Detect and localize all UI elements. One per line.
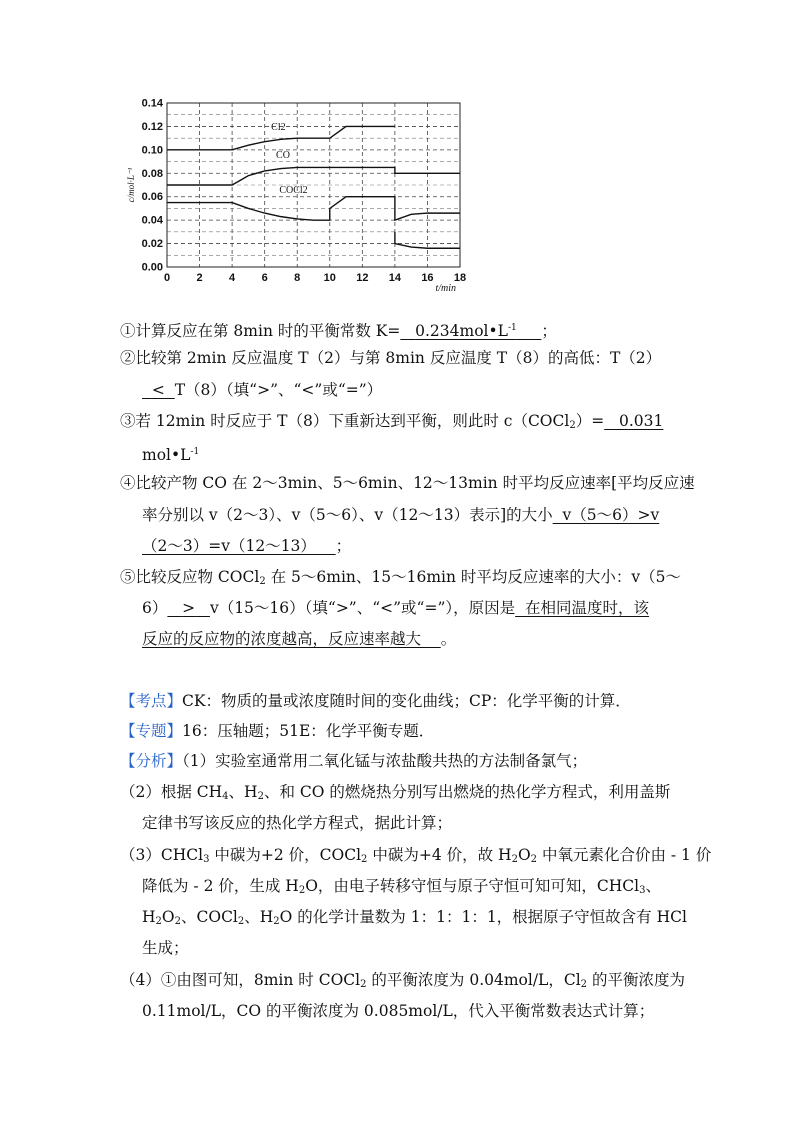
text: ②比较第 2min 反应温度 T（2）与第 8min 反应温度 T（8）的高低：T（2） — [120, 349, 662, 367]
question-line-5b — [142, 598, 649, 618]
answer-compare — [167, 599, 210, 617]
text: 2 — [511, 854, 518, 865]
text: mol•L — [142, 446, 191, 464]
text: 。 — [440, 630, 457, 648]
x-tick-label: 12 — [356, 272, 369, 284]
answer-reason-cont — [142, 630, 441, 648]
text: （2～3）=v（12～13） — [142, 537, 316, 555]
text: H — [142, 908, 156, 926]
text: > — [182, 599, 196, 617]
text: 定律书写该反应的热化学方程式，据此计算； — [142, 814, 453, 832]
text: 降低为 - 2 价，生成 H — [142, 877, 299, 895]
y-tick-label: 0.04 — [141, 214, 163, 227]
answer-rate — [553, 506, 660, 524]
text: 2 — [174, 916, 181, 927]
y-tick-label: 0.08 — [141, 167, 163, 180]
x-tick-label: 14 — [388, 272, 402, 284]
answer-reason — [515, 599, 649, 617]
concentration-time-chart — [125, 95, 470, 295]
x-tick-label: 16 — [421, 272, 434, 284]
series-label: Cl2 — [271, 121, 286, 133]
text: < — [151, 381, 165, 399]
text: 在相同温度时，该 — [525, 599, 650, 617]
y-axis-label: c/mol·L⁻¹ — [126, 167, 136, 203]
analysis-p2 — [120, 782, 670, 807]
x-tick-label: 2 — [196, 272, 203, 284]
text: v（5～6）>v — [562, 506, 660, 524]
text: ）= — [575, 412, 605, 430]
text: v（15～16）（填“>”、“<”或“=”），原因是 — [209, 599, 516, 617]
text: 反应的反应物的浓度越高，反应速率越大 — [142, 630, 422, 648]
text: -1 — [507, 323, 517, 333]
zhuanti-tag: 【专题】 — [120, 722, 183, 740]
x-tick-label: 10 — [323, 272, 336, 284]
question-line-1 — [120, 318, 557, 341]
text: 2 — [155, 916, 162, 927]
text: 3 — [639, 885, 646, 896]
text: 、H — [228, 783, 258, 801]
y-tick-label: 0.12 — [141, 120, 163, 133]
analysis-p3 — [120, 845, 711, 870]
answer-rate-cont — [142, 537, 336, 555]
text: ⑤比较反应物 COCl — [120, 568, 260, 586]
y-tick-label: 0.00 — [141, 261, 163, 274]
text: 0.11mol/L，CO 的平衡浓度为 0.085mol/L，代入平衡常数表达式计算； — [142, 1002, 655, 1020]
series-label: COCl2 — [279, 185, 308, 197]
text: 2 — [569, 420, 576, 431]
series-label: CO — [276, 150, 290, 162]
text: O 的化学计量数为 1：1：1：1，根据原子守恒故含有 HCl — [279, 908, 687, 926]
x-tick-label: 8 — [294, 272, 301, 284]
text: 、H — [244, 908, 274, 926]
text: （2）根据 CH — [120, 783, 223, 801]
y-tick-label: 0.14 — [141, 97, 163, 110]
text: 4 — [222, 791, 229, 802]
analysis-p4 — [120, 970, 685, 995]
analysis-p3c — [142, 907, 687, 932]
question-line-4c — [142, 536, 351, 556]
text: 中碳为+2 价，COCl — [209, 846, 362, 864]
analysis-p4b — [142, 1001, 654, 1021]
question-line-2 — [120, 348, 661, 368]
text: （4）①由图可知，8min 时 COCl — [120, 971, 361, 989]
text: -1 — [190, 447, 200, 457]
text: O — [517, 846, 531, 864]
text: 2 — [257, 791, 264, 802]
text: 2 — [530, 854, 538, 865]
x-tick-label: 6 — [261, 272, 268, 284]
y-tick-label: 0.02 — [141, 238, 163, 251]
y-tick-label: 0.06 — [141, 191, 163, 204]
kaodian-tag: 【考点】 — [120, 692, 183, 710]
text: 在 5～6min、15～16min 时平均反应速率的大小：v（5～ — [265, 568, 682, 586]
question-line-2b — [142, 380, 382, 400]
text: 0.031 — [619, 412, 664, 430]
text: 2 — [580, 979, 588, 990]
text: 2 — [273, 916, 280, 927]
text: 2 — [360, 979, 367, 990]
text: 2 — [237, 916, 245, 927]
text: ④比较产物 CO 在 2～3min、5～6min、12～13min 时平均反应速率[平均反应速 — [120, 474, 695, 492]
analysis-p3b — [142, 876, 661, 901]
text: 6） — [142, 599, 168, 617]
question-line-3b — [142, 442, 199, 465]
answer-temp — [142, 381, 175, 399]
x-tick-label: 4 — [229, 272, 236, 284]
x-tick-label: 18 — [453, 272, 467, 284]
text: 中氧元素化合价由 - 1 价 — [537, 846, 712, 864]
x-axis-label: t/min — [435, 283, 456, 294]
analysis-p2b — [142, 813, 452, 833]
question-line-3 — [120, 411, 663, 436]
x-tick-label: 0 — [163, 272, 171, 284]
text: 中碳为+4 价，故 H — [367, 846, 512, 864]
text: 3 — [203, 854, 210, 865]
text: ； — [335, 537, 352, 555]
text: 、和 CO 的燃烧热分别写出燃烧的热化学方程式，利用盖斯 — [263, 783, 671, 801]
text: 的平衡浓度为 — [587, 971, 685, 989]
text: O，由电子转移守恒与原子守恒可知可知，CHCl — [305, 877, 640, 895]
answer-conc — [604, 412, 663, 430]
text: 的平衡浓度为 0.04mol/L，Cl — [366, 971, 581, 989]
answer-k — [400, 322, 541, 340]
text: 0.234mol•L — [415, 322, 508, 340]
question-line-4 — [120, 473, 695, 493]
text: 16：压轴题；51E：化学平衡专题． — [182, 722, 435, 740]
text: ； — [541, 322, 557, 340]
text: T（8）（填“>”、“<”或“=”） — [174, 381, 383, 399]
text: （3）CHCl — [120, 846, 204, 864]
kaodian-line — [120, 691, 631, 711]
fenxi-line — [120, 751, 587, 771]
analysis-p3d — [142, 938, 189, 958]
text: ③若 12min 时反应于 T（8）下重新达到平衡，则此时 c（COCl — [120, 412, 570, 430]
text: 率分别以 v（2～3）、v（5～6）、v（12～13）表示]的大小 — [142, 506, 553, 524]
question-line-4b — [142, 505, 659, 525]
chart-svg — [125, 95, 470, 295]
text: O — [161, 908, 175, 926]
text: 2 — [298, 885, 306, 896]
question-line-5 — [120, 567, 681, 592]
text: CK：物质的量或浓度随时间的变化曲线；CP：化学平衡的计算． — [182, 692, 631, 710]
text: 2 — [259, 576, 266, 587]
question-line-5c — [142, 629, 456, 649]
text: 、 — [645, 877, 661, 895]
y-tick-label: 0.10 — [141, 144, 163, 157]
text: 、COCl — [181, 908, 238, 926]
zhuanti-line — [120, 721, 434, 741]
series-line — [167, 167, 460, 185]
text: 生成； — [142, 939, 189, 957]
text: （1）实验室通常用二氧化锰与浓盐酸共热的方法制备氯气； — [182, 752, 588, 770]
fenxi-tag: 【分析】 — [120, 752, 183, 770]
text: ①计算反应在第 8min 时的平衡常数 K= — [120, 322, 401, 340]
text: 2 — [361, 854, 368, 865]
